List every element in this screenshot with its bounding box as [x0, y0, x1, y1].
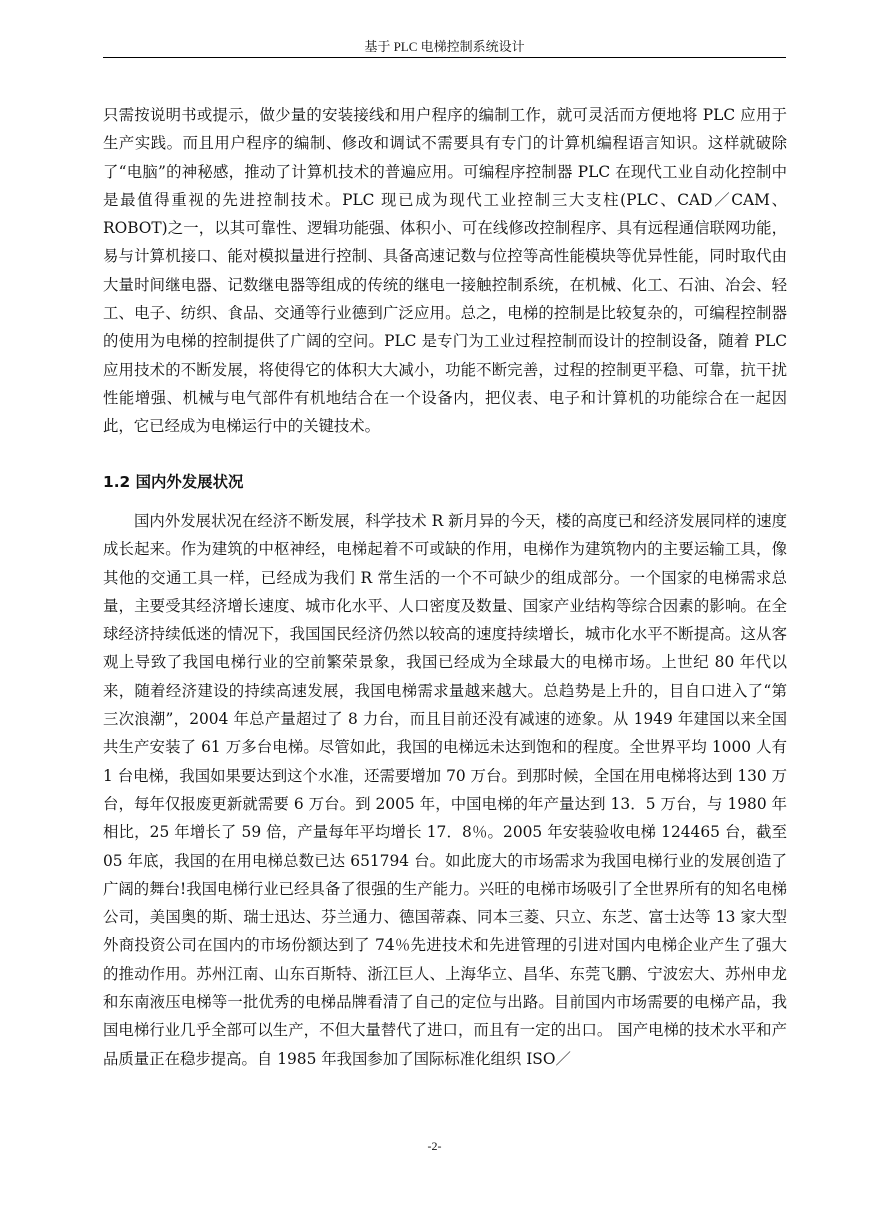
page-header-title: 基于 PLC 电梯控制系统设计	[364, 39, 525, 54]
section-heading: 1.2 国内外发展状况	[103, 473, 244, 491]
page-number: -2-	[427, 1139, 442, 1153]
body-paragraph-2: 国内外发展状况在经济不断发展，科学技术 R 新月异的今天，楼的高度已和经济发展同样的速度成长起来。作为建筑的中枢神经，电梯起着不可或缺的作用，电梯作为建筑物内的主要运输工具，像其他的交通工具一样，已经成为我们 R 常生活的一个不可缺少的组成部分。一个国家的电梯需求总量，主要受其经济增长速度、城市化水平、人口密度及数量、国家产业结构等综合因素的影响。在全球经济持续低迷的情况下，我国国民经济仍然以较高的速度持续增长，城市化水平不断提高。这从客观上导致了我国电梯行业的空前繁荣景象，我国已经成为全球最大的电梯市场。上世纪 80 年代以来，随着经济建设的持续高速发展，我国电梯需求量越来越大。总趋势是上升的，目自口进入了“第三次浪潮”，2004 年总产量超过了 8 力台，而且目前还没有减速的迹象。从 1949 年建国以来全国共生产安装了 61 万多台电梯。尽管如此，我国的电梯远未达到饱和的程度。全世界平均 1000 人有 1 台电梯，我国如果要达到这个水准，还需要增加 70 万台。到那时候，全国在用电梯将达到 130 万台，每年仅报废更新就需要 6 万台。到 2005 年，中国电梯的年产量达到 13．5 万台，与 1980 年相比，25 年增长了 59 倍，产量每年平均增长 17．8％。2005 年安装验收电梯 124465 台，截至 05 年底，我国的在用电梯总数已达 651794 台。如此庞大的市场需求为我国电梯行业的发展创造了广阔的舞台!我国电梯行业已经具备了很强的生产能力。兴旺的电梯市场吸引了全世界所有的知名电梯公司，美国奥的斯、瑞士迅达、芬兰通力、德国蒂森、同本三菱、只立、东芝、富士达等 13 家大型外商投资公司在国内的市场份额达到了 74％先进技术和先进管理的引进对国内电梯企业产生了强大的推动作用。苏州江南、山东百斯特、浙江巨人、上海华立、昌华、东莞飞鹏、宁波宏大、苏州申龙和东南液压电梯等一批优秀的电梯品牌看清了自己的定位与出路。目前国内市场需要的电梯产品，我国电梯行业几乎全部可以生产，不但大量替代了进口，而且有一定的出口。 国产电梯的技术水平和产品质量正在稳步提高。自 1985 年我国参加了国际标准化组织 ISO／	[103, 512, 787, 1068]
header-divider	[103, 57, 786, 58]
body-paragraph-1: 只需按说明书或提示，做少量的安装接线和用户程序的编制工作，就可灵活而方便地将 PLC 应用于生产实践。而且用户程序的编制、修改和调试不需要具有专门的计算机编程语言知识。这样就破除了“电脑”的神秘感，推动了计算机技术的普遍应用。可编程序控制器 PLC 在现代工业自动化控制中是最值得重视的先进控制技术。PLC 现已成为现代工业控制三大支柱(PLC、CAD／CAM、ROBOT)之一，以其可靠性、逻辑功能强、体积小、可在线修改控制程序、具有远程通信联网功能，易与计算机接口、能对模拟量进行控制、具备高速记数与位控等高性能模块等优异性能，同时取代由大量时间继电器、记数继电器等组成的传统的继电一接触控制系统，在机械、化工、石油、冶会、轻工、电子、纺织、食品、交通等行业德到广泛应用。总之，电梯的控制是比较复杂的，可编程控制器的使用为电梯的控制提供了广阔的空问。PLC 是专门为工业过程控制而设计的控制设备，随着 PLC 应用技术的不断发展，将使得它的体积大大减小，功能不断完善，过程的控制更平稳、可靠，抗干扰性能增强、机械与电气部件有机地结合在一个设备内，把仪表、电子和计算机的功能综合在一起因此，它已经成为电梯运行中的关键技术。	[103, 106, 787, 436]
